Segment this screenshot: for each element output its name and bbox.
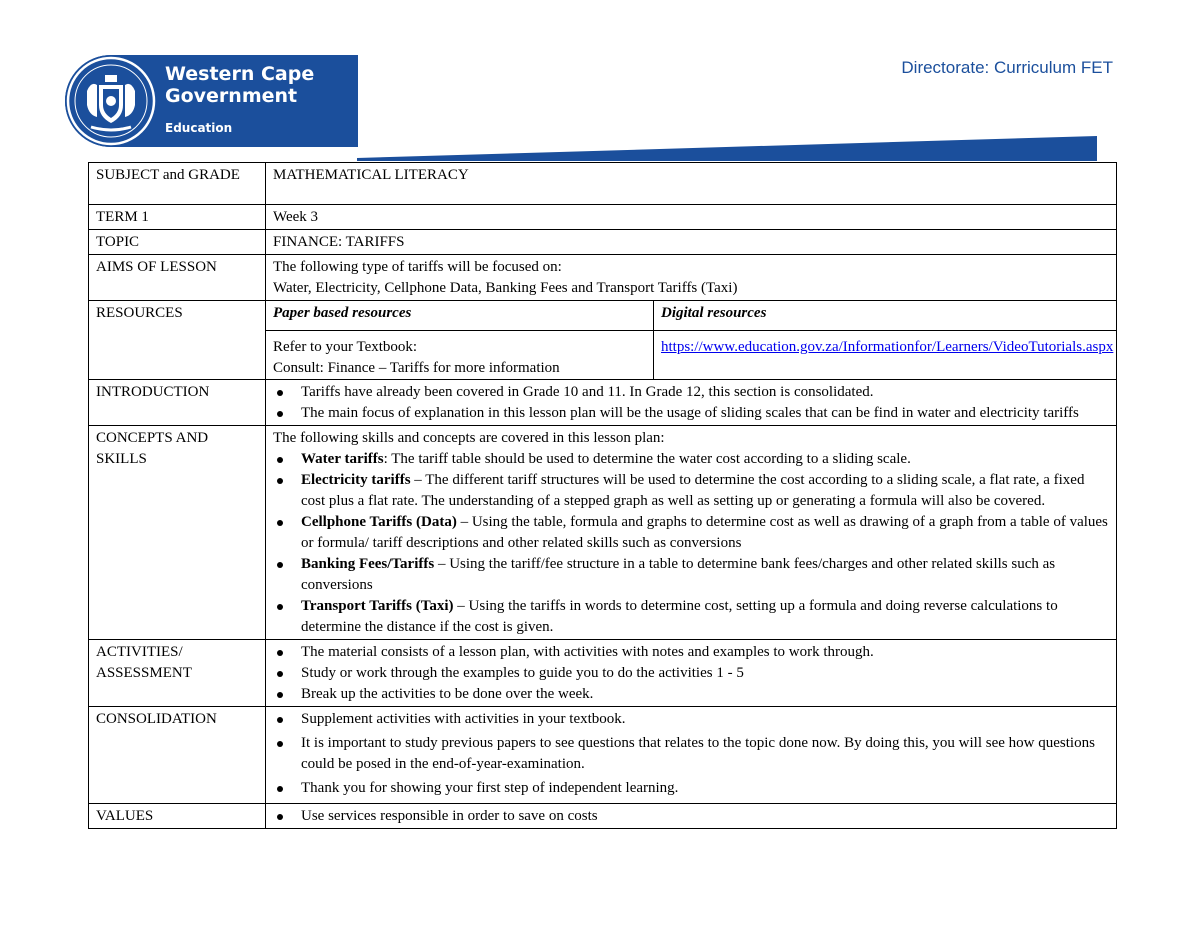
row-topic — [89, 230, 1117, 255]
value-introduction — [266, 380, 1117, 426]
label-values: VALUES — [89, 804, 266, 829]
value-activities — [266, 640, 1117, 707]
value-term: Week 3 — [266, 205, 1117, 230]
value-consolidation — [266, 707, 1117, 804]
row-consolidation — [89, 707, 1117, 804]
activity-item: The material consists of a lesson plan, with activities with notes and examples to work through. — [273, 642, 1109, 663]
digital-resource-link[interactable]: https://www.education.gov.za/Informationfor/Learners/VideoTutorials.aspx — [661, 339, 1114, 355]
label-topic: TOPIC — [89, 230, 266, 255]
header-swoosh-divider — [357, 134, 1097, 162]
concept-item: Cellphone Tariffs (Data) – Using the table, formula and graphs to determine cost as well as drawing of a graph from a table of values or formula/ tariff descriptions and other related skills such as conversions — [273, 512, 1109, 554]
concept-item: Transport Tariffs (Taxi) – Using the tariffs in words to determine cost, setting up a formula and doing reverse calculations to determine the distance if the cost is given. — [273, 596, 1109, 638]
label-introduction: INTRODUCTION — [89, 380, 266, 426]
intro-item: The main focus of explanation in this lesson plan will be the usage of sliding scales that can be find in water and electricity tariffs — [273, 403, 1109, 424]
label-concepts: CONCEPTS AND SKILLS — [89, 426, 266, 640]
concept-item: Water tariffs: The tariff table should be used to determine the water cost according to a sliding scale. — [273, 449, 1109, 470]
lesson-plan-table — [88, 162, 1117, 829]
coat-of-arms-icon — [65, 55, 157, 147]
concepts-intro: The following skills and concepts are covered in this lesson plan: — [273, 430, 665, 446]
activity-item: Break up the activities to be done over the week. — [273, 684, 1109, 705]
paper-resources-header: Paper based resources — [266, 301, 654, 331]
label-activities: ACTIVITIES/ ASSESSMENT — [89, 640, 266, 707]
row-subject — [89, 163, 1117, 205]
paper-line1: Refer to your Textbook: — [273, 339, 418, 355]
concept-item: Electricity tariffs – The different tariff structures will be used to determine the cost according to a sliding scale, a flat rate, a fixed cost plus a flat rate. The understanding of a stepped graph as well as setting up or generating a formula will also be covered. — [273, 470, 1109, 512]
aims-line2: Water, Electricity, Cellphone Data, Banking Fees and Transport Tariffs (Taxi) — [273, 280, 738, 296]
row-introduction — [89, 380, 1117, 426]
paper-resources-content — [266, 331, 654, 380]
consolidation-item: It is important to study previous papers to see questions that relates to the topic done now. By doing this, you will see how questions could be posed in the end-of-year-examination. — [273, 733, 1109, 775]
digital-resources-content — [654, 331, 1117, 380]
resources-subtable — [266, 301, 1116, 379]
row-aims — [89, 255, 1117, 301]
label-consolidation: CONSOLIDATION — [89, 707, 266, 804]
value-subject: MATHEMATICAL LITERACY — [266, 163, 1117, 205]
aims-line1: The following type of tariffs will be focused on: — [273, 259, 562, 275]
logo-text-line1: Western Cape — [165, 63, 315, 85]
label-aims: AIMS OF LESSON — [89, 255, 266, 301]
value-topic: FINANCE: TARIFFS — [266, 230, 1117, 255]
intro-item: Tariffs have already been covered in Grade 10 and 11. In Grade 12, this section is consolidated. — [273, 382, 1109, 403]
values-item: Use services responsible in order to save on costs — [273, 806, 1109, 827]
label-term: TERM 1 — [89, 205, 266, 230]
row-concepts — [89, 426, 1117, 640]
label-resources: RESOURCES — [89, 301, 266, 380]
activity-item: Study or work through the examples to guide you to do the activities 1 - 5 — [273, 663, 1109, 684]
label-subject: SUBJECT and GRADE — [89, 163, 266, 205]
row-activities — [89, 640, 1117, 707]
row-term — [89, 205, 1117, 230]
value-values — [266, 804, 1117, 829]
row-values — [89, 804, 1117, 829]
value-aims — [266, 255, 1117, 301]
concept-item: Banking Fees/Tariffs – Using the tariff/fee structure in a table to determine bank fees/charges and other related skills such as conversions — [273, 554, 1109, 596]
directorate-title: Directorate: Curriculum FET — [901, 58, 1113, 77]
logo-text-line2: Government — [165, 85, 298, 107]
row-resources — [89, 301, 1117, 380]
logo-text-education: Education — [165, 121, 233, 135]
value-resources — [266, 301, 1117, 380]
digital-resources-header: Digital resources — [654, 301, 1117, 331]
consolidation-item: Thank you for showing your first step of independent learning. — [273, 778, 1109, 799]
consolidation-item: Supplement activities with activities in your textbook. — [273, 709, 1109, 730]
value-concepts — [266, 426, 1117, 640]
paper-line2: Consult: Finance – Tariffs for more information — [273, 360, 560, 376]
western-cape-government-logo — [65, 55, 358, 147]
